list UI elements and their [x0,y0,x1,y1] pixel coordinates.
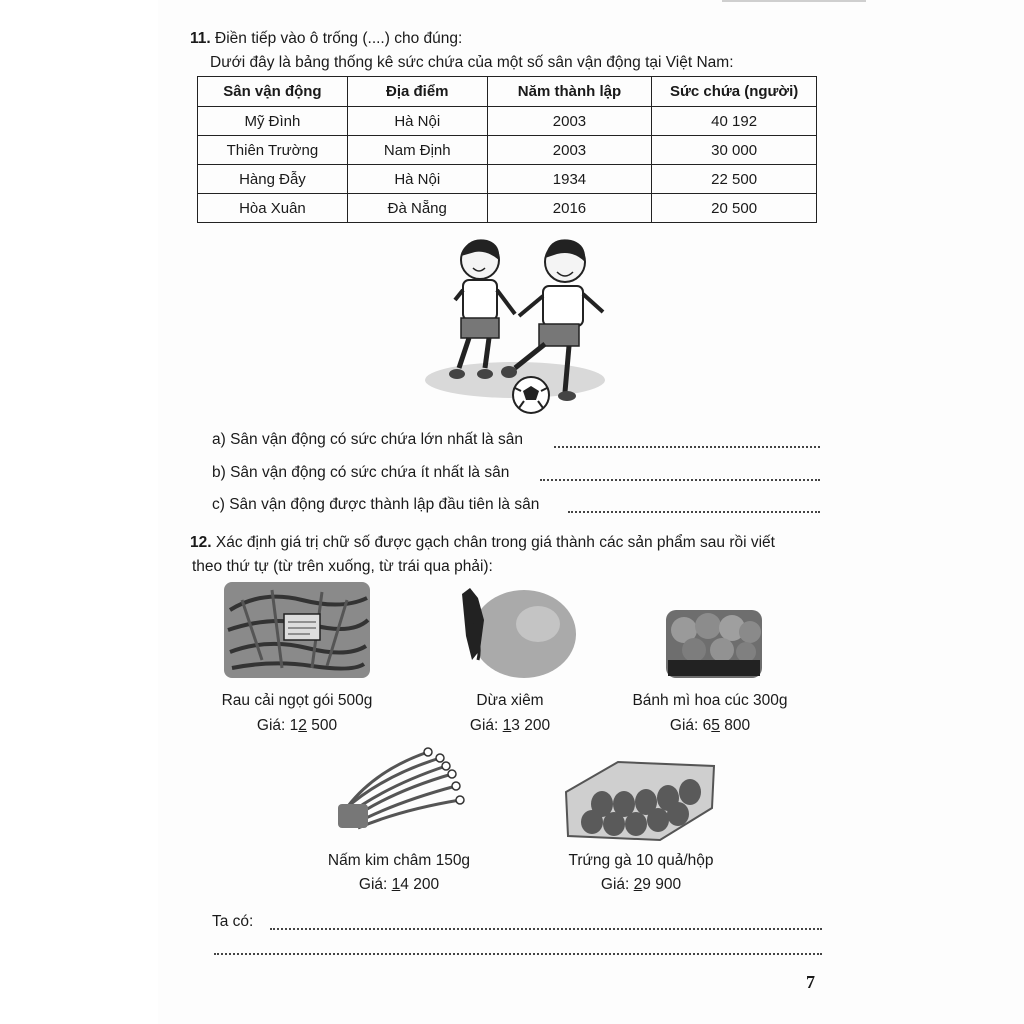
stadium-table [197,76,817,223]
q11-heading [190,30,462,48]
table-row [198,136,817,165]
header-capacity: Sức chứa (người) [652,77,817,107]
underlined-digit: 2 [633,876,643,893]
q11c-question: c) Sân vận động được thành lập đầu tiên là sân [212,496,540,513]
cell-stadium: Mỹ Đình [198,107,348,136]
cell-stadium: Hàng Đẫy [198,165,348,194]
product-price-1: Giá: 12 500 [256,717,338,734]
q11a-question: a) Sân vận động có sức chứa lớn nhất là sân [212,431,523,448]
table-row [198,194,817,223]
underlined-digit: 1 [391,876,401,893]
answer-line-1[interactable] [270,928,822,930]
cell-location: Hà Nội [347,165,487,194]
product-name-5: Trứng gà 10 quả/hộp [568,852,714,869]
product-price-5: Giá: 29 900 [600,876,682,893]
cell-capacity: 20 500 [652,194,817,223]
product-price-2: Giá: 13 200 [469,717,551,734]
product-price-3: Giá: 65 800 [669,717,751,734]
cell-year: 1934 [487,165,652,194]
q12-instruction-line1: Xác định giá trị chữ số được gạch chân trong giá thành các sản phẩm sau rồi viết [215,534,775,551]
q11a-answer-line[interactable] [554,446,820,448]
cell-capacity: 30 000 [652,136,817,165]
header-stadium: Sân vận động [198,77,348,107]
brioche-bread-image [664,604,764,682]
product-name-4: Nấm kim châm 150g [327,852,471,869]
underlined-digit: 2 [298,717,307,734]
q11c-answer-line[interactable] [568,511,820,513]
cell-location: Hà Nội [347,107,487,136]
enoki-mushroom-image [336,746,468,832]
cell-stadium: Hòa Xuân [198,194,348,223]
underlined-digit: 5 [711,717,720,734]
table-row [198,165,817,194]
q11-number: 11. [190,30,211,47]
page-number: 7 [806,972,815,992]
product-name-3: Bánh mì hoa cúc 300g [632,692,788,709]
header-year: Năm thành lập [487,77,652,107]
cell-year: 2003 [487,136,652,165]
cell-year: 2016 [487,194,652,223]
egg-carton-image [562,752,718,844]
product-name-2: Dừa xiêm [476,692,544,709]
coconut-image [458,584,580,680]
q11-intro: Dưới đây là bảng thống kê sức chứa của một số sân vận động tại Việt Nam: [210,54,734,71]
q11b-answer-line[interactable] [540,479,820,481]
answer-line-2[interactable] [214,953,822,955]
cell-capacity: 22 500 [652,165,817,194]
top-edge-line [722,0,866,2]
product-price-4: Giá: 14 200 [358,876,440,893]
cell-location: Đà Nẵng [347,194,487,223]
answer-label: Ta có: [212,913,254,930]
cell-stadium: Thiên Trường [198,136,348,165]
underlined-digit: 1 [502,717,512,734]
product-name-1: Rau cải ngọt gói 500g [221,692,373,709]
q12-heading [190,534,775,552]
cell-year: 2003 [487,107,652,136]
cell-capacity: 40 192 [652,107,817,136]
cell-location: Nam Định [347,136,487,165]
table-header-row [198,77,817,107]
q11b-question: b) Sân vận động có sức chứa ít nhất là sân [212,464,510,481]
q11-instruction: Điền tiếp vào ô trống (....) cho đúng: [215,30,463,47]
q12-instruction-line2: theo thứ tự (từ trên xuống, từ trái qua phải): [192,558,493,575]
vegetable-bundle-image [222,580,372,680]
q12-number: 12. [190,534,212,551]
kids-playing-football-image [415,228,615,418]
table-row [198,107,817,136]
header-location: Địa điểm [347,77,487,107]
